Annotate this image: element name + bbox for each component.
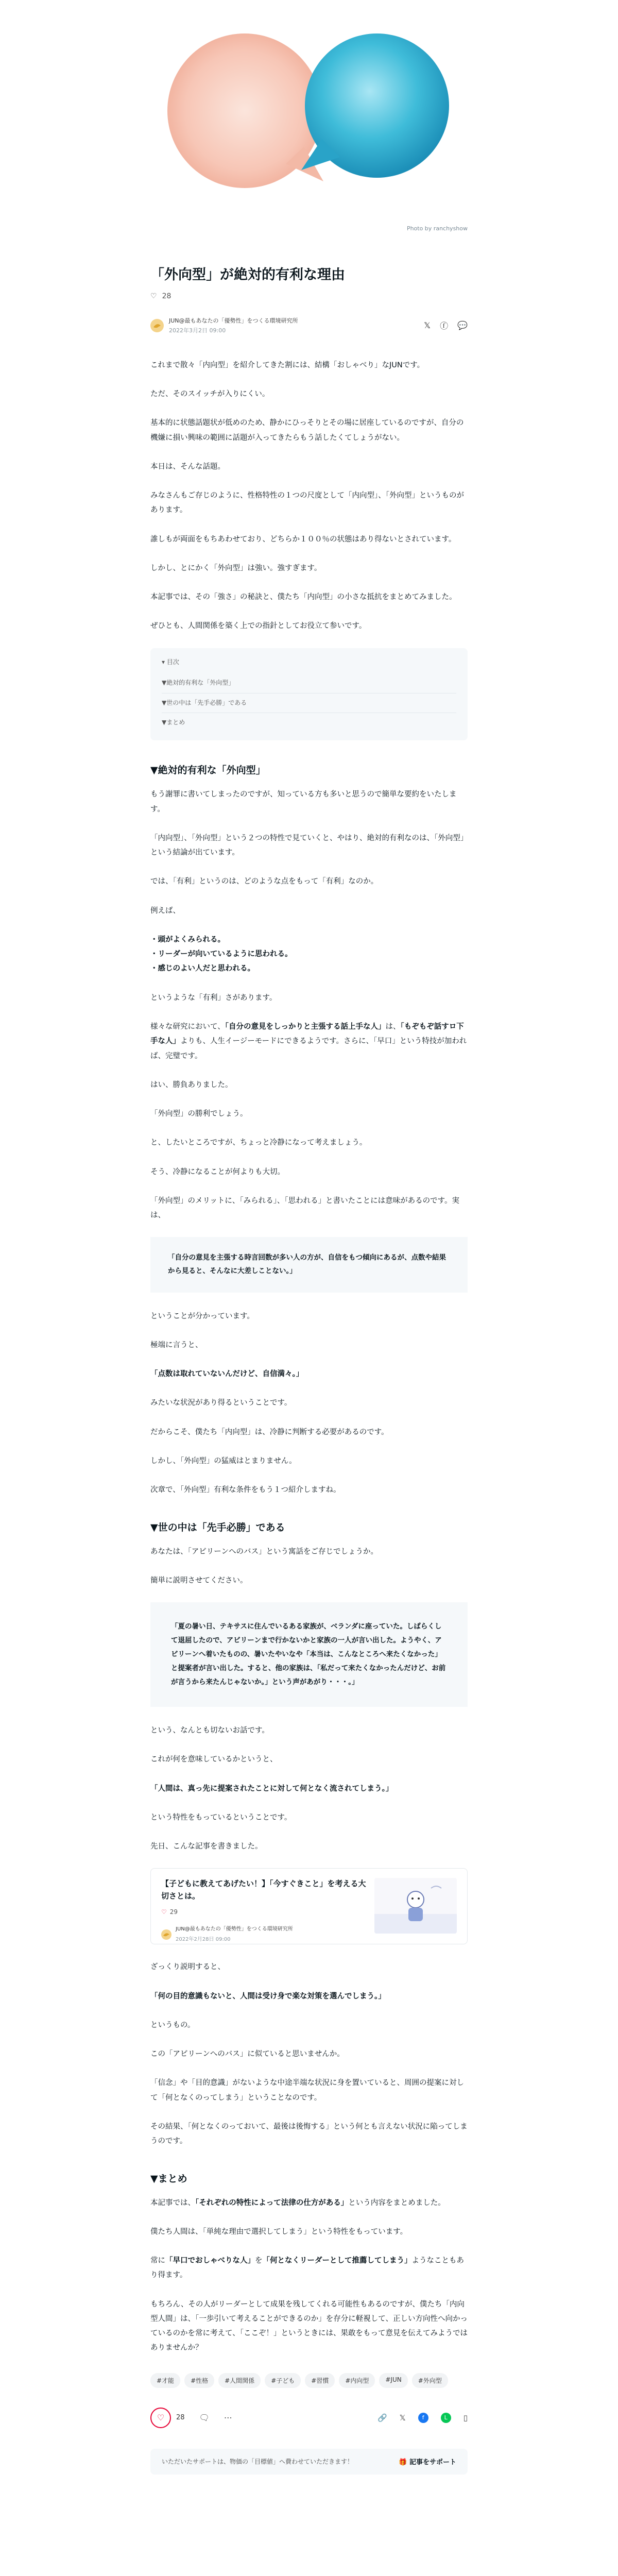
text-run: 常に	[150, 2257, 165, 2265]
paragraph: みなさんもご存じのように、性格特性の１つの尺度として「内向型」、「外向型」というものがあります。	[150, 492, 464, 515]
embed-author	[161, 1924, 366, 1944]
section-heading: ▼絶対的有利な「外向型」	[150, 765, 266, 776]
tag[interactable]: #子ども	[265, 2373, 301, 2388]
paragraph: という特性をもっているということです。	[150, 1813, 292, 1822]
pink-speech-bubble	[167, 33, 323, 188]
tag[interactable]: #外向型	[412, 2373, 448, 2388]
embed-date: 2022年2月28日 09:00	[176, 1936, 231, 1942]
section-heading: ▼まとめ	[150, 2173, 187, 2184]
paragraph: 本日は、そんな話題。	[150, 462, 225, 471]
avatar-bird-icon	[152, 321, 162, 330]
tag[interactable]: #内向型	[339, 2373, 375, 2388]
paragraph: これまで散々「内向型」を紹介してきた割には、結構「おしゃべり」なJUNです。	[150, 361, 425, 369]
embed-thumbnail	[374, 1878, 457, 1934]
paragraph: 僕たち人間は、「単純な理由で選択してしまう」という特性をもっています。	[150, 2227, 408, 2236]
paragraph	[150, 1989, 468, 2004]
blockquote: 「夏の暑い日、テキサスに住んでいるある家族が、ベランダに座っていた。しばらくして退屈したので、アビリーンまで行かないかと家族の一人が言い出した。ようやく、アビリーンへ着いたものの、暑いたやいなや「本当は、こんなところへ来たくなかった」と提案者が言い出した。すると、他の家族は、「私だって来たくなかったんだけど、お前が言うから来たんじゃないか。」という声があがり・・・。」	[150, 1602, 468, 1707]
paragraph	[150, 2196, 468, 2210]
heart-icon[interactable]: ♡	[150, 292, 157, 300]
text-run: 様々な研究において、	[150, 1022, 225, 1031]
comment-icon[interactable]: 🗨	[199, 2413, 210, 2423]
text-run: という内容をまとめました。	[348, 2198, 445, 2207]
like-button[interactable]	[150, 2408, 171, 2428]
paragraph: あなたは、「アビリーンへのバス」という寓話をご存じでしょうか。	[150, 1547, 378, 1556]
paragraph: 誰しもが両面をもちあわせており、どちらか１００％の状態はあり得ないとされています。	[150, 535, 456, 544]
child-illustration	[374, 1878, 457, 1934]
action-bar	[150, 2405, 468, 2430]
blue-speech-bubble	[301, 33, 449, 178]
title-like-row	[150, 292, 468, 300]
bold-text: 「もぞもぞ話すロ下手な人」	[150, 1022, 464, 1046]
embed-text	[161, 1878, 366, 1942]
facebook-share-icon[interactable]: f	[418, 2413, 428, 2423]
avatar[interactable]	[150, 319, 164, 332]
photo-credit: Photo by ranchyshow	[406, 225, 468, 232]
blockquote: 「自分の意見を主張する時言回数が多い人の方が、自信をもつ傾向にあるが、点数や結果から見ると、そんなに大差しことない。」	[150, 1237, 468, 1292]
paragraph: 本記事では、その「強さ」の秘訣と、僕たち「内向型」の小さな抵抗をまとめてみました。	[150, 593, 457, 602]
author-row	[150, 314, 468, 337]
list-item: ・感じのよい人だと思われる。	[150, 964, 255, 973]
author-meta	[169, 316, 424, 334]
list-item: ・頭がよくみられる。	[150, 935, 225, 944]
bold-text: 「自分の意見をしっかりと主張する話上手な人」	[225, 1022, 386, 1031]
paragraph: 「外向型」の勝利でしょう。	[150, 1110, 248, 1118]
paragraph: では、「有利」というのは、どのような点をもって「有利」なのか。	[150, 877, 379, 886]
support-text: いただいたサポートは、物価の「目標値」へ費わせていただきます！	[162, 2458, 354, 2466]
toc-item[interactable]: ▼絶対的有利な「外向型」	[162, 673, 456, 693]
heart-icon: ♡	[161, 1908, 167, 1916]
text-run: 本記事では、	[150, 2198, 195, 2207]
line-share-icon[interactable]: 💬	[457, 320, 468, 331]
tag[interactable]: #人間関係	[218, 2373, 261, 2388]
list-item: ・リーダーが向いているように思われる。	[150, 950, 293, 959]
paragraph: 「外向型」のメリットに、「みられる」、「思われる」と書いたことには意味があるのです。実は、	[150, 1196, 460, 1220]
embed-like-row	[161, 1906, 366, 1918]
toc-title-label: 目次	[166, 658, 179, 666]
article-title: 「外向型」が絶対的有利な理由	[150, 267, 345, 283]
paragraph: だからこそ、僕たち「内向型」は、冷静に判断する必要があるのです。	[150, 1428, 389, 1436]
paragraph: という、なんとも切ないお話です。	[150, 1726, 269, 1735]
embed-author-meta	[176, 1924, 293, 1944]
table-of-contents	[150, 648, 468, 741]
paragraph: その結果、「何となくのっておいて、最後は後悔する」という何とも言えない状況に陥ってしまうのです。	[150, 2123, 468, 2146]
bold-text: 「何となくリーダーとして推薦してしまう」	[262, 2257, 412, 2265]
paragraph: 例えば、	[150, 906, 180, 915]
paragraph: もちろん、その人がリーダーとして成果を残してくれる可能性もあるのですが、僕たち「内向型人間」は、「一歩引いて考えることができるのか」を存分に軽視して、正しい方向性へ向かっているのかを常に考えて、「ここぞ！」というときには、果敢をもって意見を伝えてみようではありませんか？	[150, 2300, 468, 2352]
paragraph: はい、勝負ありました。	[150, 1080, 233, 1089]
section-heading: ▼世の中は「先手必勝」である	[150, 1521, 285, 1533]
paragraph: みたいな状況があり得るということです。	[150, 1399, 292, 1408]
embed-title[interactable]: 【子どもに教えてあげたい！】「今すぐきこと」を考える大切さとは。	[161, 1879, 366, 1901]
link-icon[interactable]: 🔗	[377, 2413, 387, 2422]
paragraph: ということが分かっています。	[150, 1312, 254, 1320]
text-run: よりも、人生イージーモードにできるようです。さらに、「早口」という特技が加われば、完璧です。	[150, 1037, 467, 1060]
paragraph: というような「有利」さがあります。	[150, 993, 277, 1002]
paragraph: というもの。	[150, 2021, 195, 2029]
support-bar	[150, 2449, 468, 2475]
embedded-article-card[interactable]	[150, 1868, 468, 1944]
share-icons	[424, 319, 468, 331]
hero-image	[0, 0, 618, 232]
author-name[interactable]: JUN@最もあなたの「優勢性」をつくる環境研究所	[169, 317, 298, 325]
paragraph: ざっくり説明すると、	[150, 1963, 225, 1972]
paragraph: 先日、こんな記事を書きました。	[150, 1842, 263, 1851]
gift-icon: 🎁	[399, 2459, 407, 2467]
bold-text: 「早口でおしゃべりな人」	[165, 2257, 255, 2265]
action-share-group	[377, 2413, 468, 2423]
bullet-list	[150, 933, 468, 976]
paragraph: ぜひとも、人間関係を築く上での指針としてお役立て参いです。	[150, 622, 367, 631]
bold-text: 「点数は取れていないんだけど、自信満々。」	[150, 1370, 304, 1379]
text-run: ようなこともあり得ます。	[150, 2257, 464, 2280]
paragraph: しかし、「外向型」の猛威はとまりません。	[150, 1456, 297, 1465]
toc-item[interactable]: ▼世の中は「先手必勝」である	[162, 693, 456, 713]
tag[interactable]: #性格	[184, 2373, 214, 2388]
article	[150, 265, 468, 2475]
heart-icon: ♡	[157, 2413, 165, 2423]
chevron-down-icon: ▾	[162, 658, 165, 666]
paragraph: 次章で、「外向型」有利な条件をもう１つ紹介しますね。	[150, 1486, 341, 1495]
more-icon[interactable]: ⋯	[224, 2413, 232, 2423]
text-run: は、	[385, 1022, 401, 1031]
avatar	[161, 1929, 171, 1940]
bold-text: 「何の目的意識もないと、人間は受け身で楽な対策を選んでしまう。」	[150, 1992, 386, 2001]
paragraph: そう、冷静になることが何よりも大切。	[150, 1167, 285, 1176]
bookmark-icon[interactable]: ▯	[463, 2413, 468, 2422]
embed-like-count: 29	[169, 1908, 178, 1916]
tag[interactable]: #才能	[150, 2373, 180, 2388]
paragraph: 簡単に説明させてください。	[150, 1576, 248, 1585]
hero-illustration	[0, 0, 618, 232]
avatar-bird-icon	[163, 1931, 170, 1938]
bold-text: 「人間は、真っ先に提案されたことに対して何となく流されてしまう。」	[150, 1784, 393, 1793]
x-share-icon[interactable]: 𝕏	[424, 320, 431, 331]
facebook-share-icon[interactable]: ⓕ	[440, 321, 449, 331]
paragraph: 極端に言うと、	[150, 1341, 203, 1349]
paragraph: この「アビリーンへのバス」に似ていると思いませんか。	[150, 2050, 345, 2059]
text-run: を	[255, 2257, 263, 2265]
embed-author-name: JUN@最もあなたの「優勢性」をつくる環境研究所	[176, 1926, 293, 1933]
x-share-icon[interactable]: 𝕏	[399, 2413, 406, 2422]
paragraph	[150, 1020, 468, 1063]
toc-item[interactable]: ▼まとめ	[162, 718, 185, 726]
paragraph: これが何を意味しているかというと、	[150, 1755, 278, 1764]
line-share-icon[interactable]: L	[441, 2413, 451, 2423]
paragraph	[150, 2253, 468, 2283]
paragraph: 基本的に状態話題状が低めのため、静かにひっそりとその場に居座しているのですが、自分の機嫌に損い興味の範囲に話題が入ってきたらもう話したくてしょうがない。	[150, 419, 464, 442]
tag[interactable]: #JUN	[379, 2373, 407, 2388]
tag-list	[150, 2373, 468, 2388]
article-body	[150, 358, 468, 2355]
paragraph: ただ、そのスイッチが入りにくい。	[150, 390, 270, 399]
support-button[interactable]	[399, 2456, 456, 2466]
support-button-label: 記事をサポート	[409, 2459, 456, 2467]
like-count: 28	[176, 2414, 185, 2422]
title-like-count: 28	[162, 292, 171, 300]
toc-title[interactable]	[162, 656, 456, 668]
paragraph	[150, 1782, 468, 1796]
tag[interactable]: #習慣	[305, 2373, 335, 2388]
paragraph: 「信念」や「目的意識」がないような中途半端な状況に身を置いていると、周囲の提案に対して「何となくのってしまう」ということなのです。	[150, 2079, 464, 2102]
paragraph: しかし、とにかく「外向型」は強い。強すぎます。	[150, 564, 322, 572]
paragraph: 「内向型」、「外向型」という２つの特性で見ていくと、やはり、絶対的有利なのは、「外向型」という結論が出ています。	[150, 834, 464, 857]
bold-text: 「それぞれの特性によって法律の仕方がある」	[195, 2198, 349, 2207]
paragraph: もう謝罪に書いてしまったのですが、知っている方も多いと思うので簡単な要約をいたします。	[150, 790, 457, 814]
publish-date: 2022年3月2日 09:00	[169, 327, 226, 334]
paragraph: と、したいところですが、ちょっと冷静になって考えましょう。	[150, 1139, 367, 1147]
paragraph	[150, 1367, 468, 1381]
